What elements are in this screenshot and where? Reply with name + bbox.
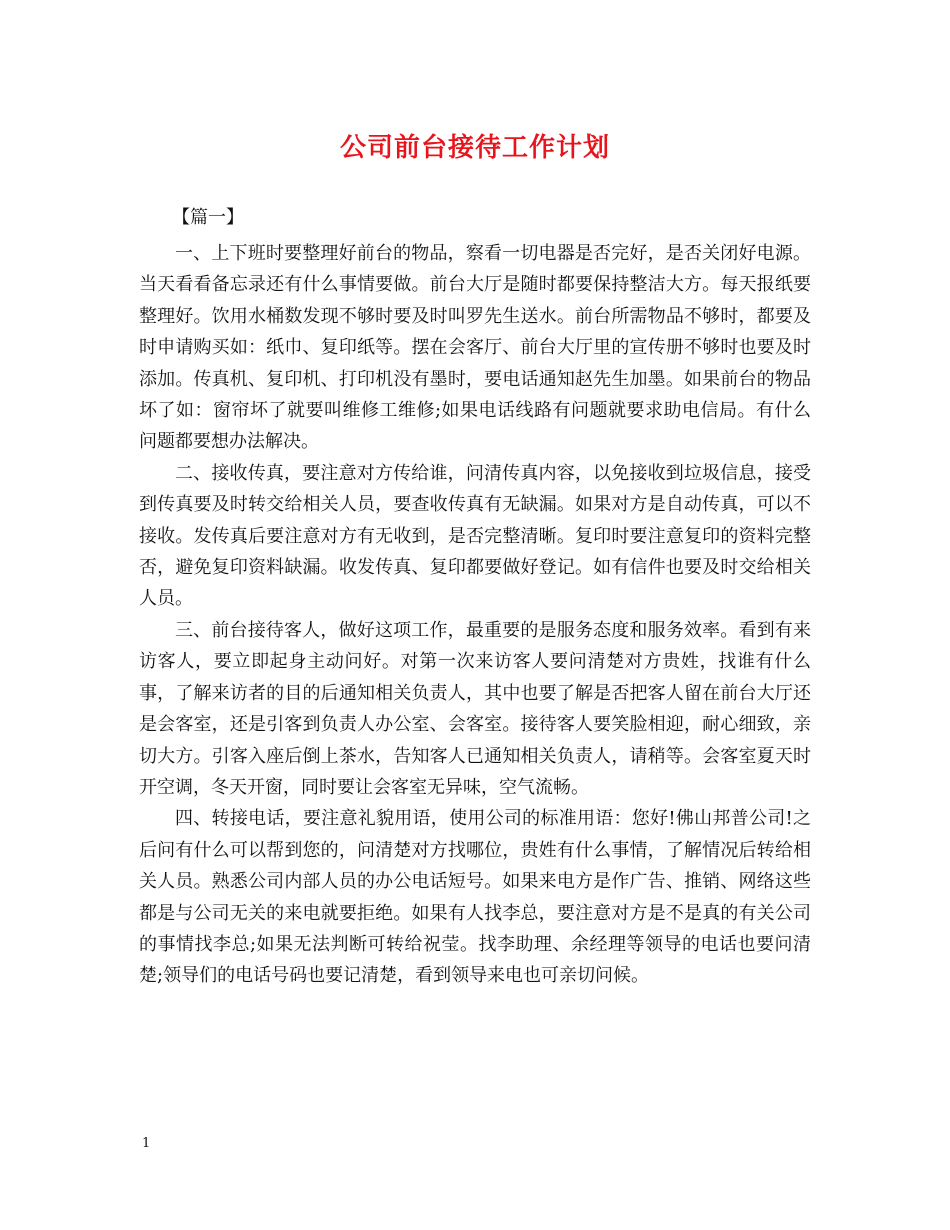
document-body [139, 238, 811, 992]
document-title: 公司前台接待工作计划 [339, 133, 610, 163]
paragraph-4: 四、转接电话，要注意礼貌用语，使用公司的标准用语：您好!佛山邦普公司!之后问有什么可以帮到您的，问清楚对方找哪位，贵姓有什么事情，了解情况后转给相关人员。熟悉公司内部人员的办公电话短号。如果来电方是作广告、推销、网络这些都是与公司无关的来电就要拒绝。如果有人找李总，要注意对方是不是真的有关公司的事情找李总;如果无法判断可转给祝莹。找李助理、余经理等领导的电话也要问清楚;领导们的电话号码也要记清楚，看到领导来电也可亲切问候。 [139, 808, 811, 987]
paragraph-3: 三、前台接待客人，做好这项工作，最重要的是服务态度和服务效率。看到有来访客人，要立即起身主动问好。对第一次来访客人要问清楚对方贵姓，找谁有什么事，了解来访者的目的后通知相关负责人，其中也要了解是否把客人留在前台大厅还是会客室，还是引客到负责人办公室、会客室。接待客人要笑脸相迎，耐心细致，亲切大方。引客入座后倒上茶水，告知客人已通知相关负责人，请稍等。会客室夏天时开空调，冬天开窗，同时要让会客室无异味，空气流畅。 [139, 619, 811, 798]
page-number: 1 [142, 1136, 151, 1151]
paragraph-1: 一、上下班时要整理好前台的物品，察看一切电器是否完好，是否关闭好电源。当天看看备忘录还有什么事情要做。前台大厅是随时都要保持整洁大方。每天报纸要整理好。饮用水桶数发现不够时要及时叫罗先生送水。前台所需物品不够时，都要及时申请购买如：纸巾、复印纸等。摆在会客厅、前台大厅里的宣传册不够时也要及时添加。传真机、复印机、打印机没有墨时，要电话通知赵先生加墨。如果前台的物品坏了如：窗帘坏了就要叫维修工维修;如果电话线路有问题就要求助电信局。有什么问题都要想办法解决。 [139, 243, 811, 453]
paragraph-2: 二、接收传真，要注意对方传给谁，问清传真内容，以免接收到垃圾信息，接受到传真要及时转交给相关人员，要查收传真有无缺漏。如果对方是自动传真，可以不接收。发传真后要注意对方有无收到，是否完整清晰。复印时要注意复印的资料完整否，避免复印资料缺漏。收发传真、复印都要做好登记。如有信件也要及时交给相关人员。 [139, 462, 811, 610]
section-label: 【篇一】 [172, 207, 244, 228]
